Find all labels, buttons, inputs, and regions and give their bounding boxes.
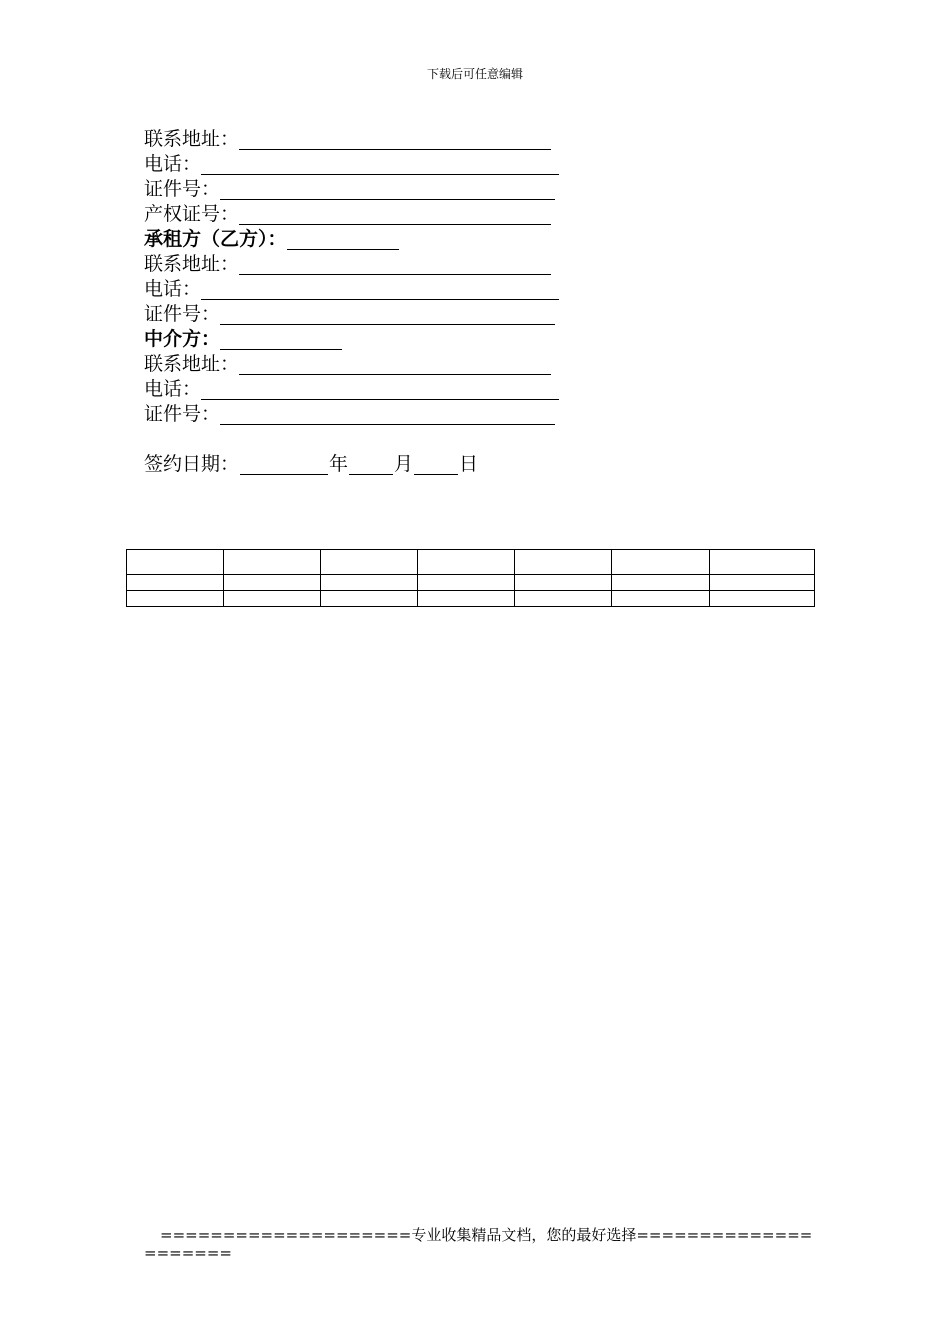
lessee-title: 承租方（乙方）： <box>144 228 287 250</box>
agent-id-field <box>144 400 559 425</box>
month-blank[interactable] <box>349 454 393 475</box>
table-cell[interactable] <box>418 591 515 607</box>
table-cell[interactable] <box>515 575 612 591</box>
table-cell[interactable] <box>710 550 815 575</box>
contract-party-form <box>144 125 559 475</box>
table-cell[interactable] <box>612 550 710 575</box>
table-cell[interactable] <box>127 550 224 575</box>
table-cell[interactable] <box>710 591 815 607</box>
agent-title: 中介方： <box>144 328 221 350</box>
lessor-address-field <box>144 125 559 150</box>
year-label: 年 <box>329 453 349 475</box>
property-cert-field <box>144 200 559 225</box>
id-label: 证件号： <box>144 178 221 200</box>
table-cell[interactable] <box>321 591 418 607</box>
agent-phone-field <box>144 375 559 400</box>
day-blank[interactable] <box>414 454 458 475</box>
month-label: 月 <box>394 453 414 475</box>
table-cell[interactable] <box>612 591 710 607</box>
lessor-id-field <box>144 175 559 200</box>
agent-name-blank[interactable] <box>220 329 342 350</box>
phone-label: 电话： <box>144 278 202 300</box>
lessor-phone-blank[interactable] <box>201 154 559 175</box>
lessor-phone-field <box>144 150 559 175</box>
agent-address-blank[interactable] <box>239 354 551 375</box>
year-blank[interactable] <box>240 454 328 475</box>
sign-date-label: 签约日期： <box>144 453 240 475</box>
lessee-phone-blank[interactable] <box>201 279 559 300</box>
page-footer <box>144 1226 814 1262</box>
table-row <box>127 591 815 607</box>
sign-date-field <box>144 449 559 475</box>
table-cell[interactable] <box>127 591 224 607</box>
lessee-phone-field <box>144 275 559 300</box>
phone-label: 电话： <box>144 153 202 175</box>
table-cell[interactable] <box>127 575 224 591</box>
table-cell[interactable] <box>418 575 515 591</box>
agent-id-blank[interactable] <box>220 404 555 425</box>
property-cert-label: 产权证号： <box>144 203 240 225</box>
id-label: 证件号： <box>144 303 221 325</box>
table-cell[interactable] <box>515 591 612 607</box>
agent-phone-blank[interactable] <box>201 379 559 400</box>
table-row <box>127 575 815 591</box>
table-cell[interactable] <box>612 575 710 591</box>
table-cell[interactable] <box>224 591 321 607</box>
table-cell[interactable] <box>224 550 321 575</box>
lessee-address-blank[interactable] <box>239 254 551 275</box>
table-cell[interactable] <box>710 575 815 591</box>
table-cell[interactable] <box>224 575 321 591</box>
lessee-name-blank[interactable] <box>287 229 399 250</box>
footer-text: ====================专业收集精品文档，您的最好选择===================== <box>144 1226 813 1262</box>
lessee-title-field <box>144 225 559 250</box>
agent-address-field <box>144 350 559 375</box>
table-cell[interactable] <box>321 550 418 575</box>
blank-table <box>126 549 815 607</box>
address-label: 联系地址： <box>144 253 240 275</box>
page-header: 下载后可任意编辑 <box>426 67 523 81</box>
agent-title-field <box>144 325 559 350</box>
lessor-address-blank[interactable] <box>239 129 551 150</box>
property-cert-blank[interactable] <box>239 204 551 225</box>
table-cell[interactable] <box>321 575 418 591</box>
table-row <box>127 550 815 575</box>
lessor-id-blank[interactable] <box>220 179 555 200</box>
id-label: 证件号： <box>144 403 221 425</box>
address-label: 联系地址： <box>144 353 240 375</box>
address-label: 联系地址： <box>144 128 240 150</box>
phone-label: 电话： <box>144 378 202 400</box>
lessee-id-field <box>144 300 559 325</box>
table-cell[interactable] <box>515 550 612 575</box>
lessee-address-field <box>144 250 559 275</box>
table-cell[interactable] <box>418 550 515 575</box>
day-label: 日 <box>459 453 479 475</box>
lessee-id-blank[interactable] <box>220 304 555 325</box>
